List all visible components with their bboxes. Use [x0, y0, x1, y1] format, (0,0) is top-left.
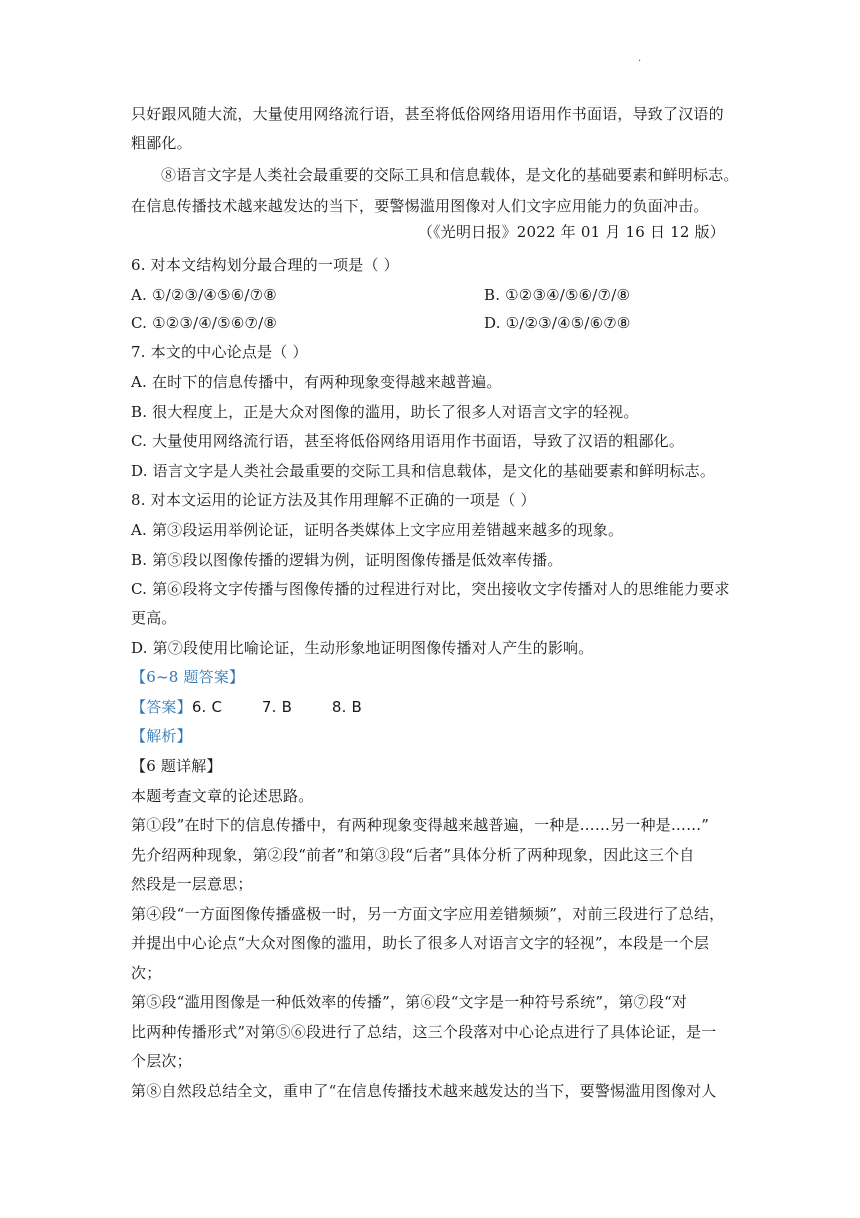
detail-line: 本题考查文章的论述思路。	[131, 787, 314, 805]
detail-line: 个层次；	[131, 1052, 192, 1070]
q7-stem: 7. 本文的中心论点是（ ）	[131, 343, 308, 361]
detail-line: 比两种传播形式”对第⑤⑥段进行了总结，这三个段落对中心论点进行了具体论证，是一	[131, 1023, 717, 1041]
detail-line: 次；	[131, 964, 162, 982]
answer-line	[131, 697, 362, 717]
q7-option-d: D. 语言文字是人类社会最重要的交际工具和信息载体，是文化的基础要素和鲜明标志。	[131, 462, 716, 480]
q6-option-a: A. ①/②③/④⑤⑥/⑦⑧	[131, 286, 277, 304]
detail-line: 第④段“一方面图像传播盛极一时，另一方面文字应用差错频频”，对前三段进行了总结，	[131, 905, 725, 923]
answer-label: 【答案】	[131, 698, 192, 716]
q8-option-d: D. 第⑦段使用比喻论证，生动形象地证明图像传播对人产生的影响。	[131, 639, 594, 657]
detail-line: 第①段”在时下的信息传播中，有两种现象变得越来越普遍，一种是……另一种是……”	[131, 816, 710, 834]
detail-line: 并提出中心论点“大众对图像的滥用，助长了很多人对语言文字的轻视”，本段是一个层	[131, 934, 710, 952]
q7-option-a: A. 在时下的信息传播中，有两种现象变得越来越普遍。	[131, 373, 502, 391]
passage-p7-line1: 只好跟风随大流，大量使用网络流行语，甚至将低俗网络用语用作书面语，导致了汉语的	[131, 105, 724, 123]
header-dot: ·	[638, 56, 642, 67]
passage-source: （《光明日报》2022 年 01 月 16 日 12 版）	[417, 223, 725, 241]
q7-option-c: C. 大量使用网络流行语，甚至将低俗网络用语用作书面语，导致了汉语的粗鄙化。	[131, 432, 685, 450]
q6-stem: 6. 对本文结构划分最合理的一项是（ ）	[131, 256, 399, 274]
analysis-label: 【解析】	[131, 727, 192, 745]
q6-option-b: B. ①②③④/⑤⑥/⑦/⑧	[484, 286, 631, 304]
passage-p7-line2: 粗鄙化。	[131, 134, 192, 152]
q8-option-c-line2: 更高。	[131, 609, 177, 627]
passage-p8-line2: 在信息传播技术越来越发达的当下，要警惕滥用图像对人们文字应用能力的负面冲击。	[131, 197, 709, 215]
detail-line: 然段是一层意思；	[131, 875, 253, 893]
detail-line: 第⑧自然段总结全文，重申了“在信息传播技术越来越发达的当下，要警惕滥用图像对人	[131, 1082, 717, 1100]
answer-values: 6. C 7. B 8. B	[191, 698, 362, 716]
q6-option-c: C. ①②③/④/⑤⑥⑦/⑧	[131, 314, 278, 332]
q8-stem: 8. 对本文运用的论证方法及其作用理解不正确的一项是（ ）	[131, 491, 536, 509]
q7-option-b: B. 很大程度上，正是大众对图像的滥用，助长了很多人对语言文字的轻视。	[131, 403, 639, 421]
q8-option-b: B. 第⑤段以图像传播的逻辑为例，证明图像传播是低效率传播。	[131, 551, 563, 569]
q6-option-d: D. ①/②③/④⑤/⑥⑦⑧	[484, 314, 631, 332]
answer-group-title: 【6~8 题答案】	[131, 668, 245, 686]
q8-option-c-line1: C. 第⑥段将文字传播与图像传播的过程进行对比，突出接收文字传播对人的思维能力要求	[131, 580, 730, 598]
detail-line: 先介绍两种现象，第②段“前者”和第③段“后者”具体分析了两种现象，因此这三个自	[131, 846, 695, 864]
q8-option-a: A. 第③段运用举例论证，证明各类媒体上文字应用差错越来越多的现象。	[131, 521, 624, 539]
detail-title: 【6 题详解】	[131, 757, 222, 775]
passage-p8-line1: ⑧语言文字是人类社会最重要的交际工具和信息载体，是文化的基础要素和鲜明标志。	[161, 166, 739, 184]
detail-line: 第⑤段“滥用图像是一种低效率的传播”，第⑥段“文字是一种符号系统”，第⑦段“对	[131, 993, 688, 1011]
